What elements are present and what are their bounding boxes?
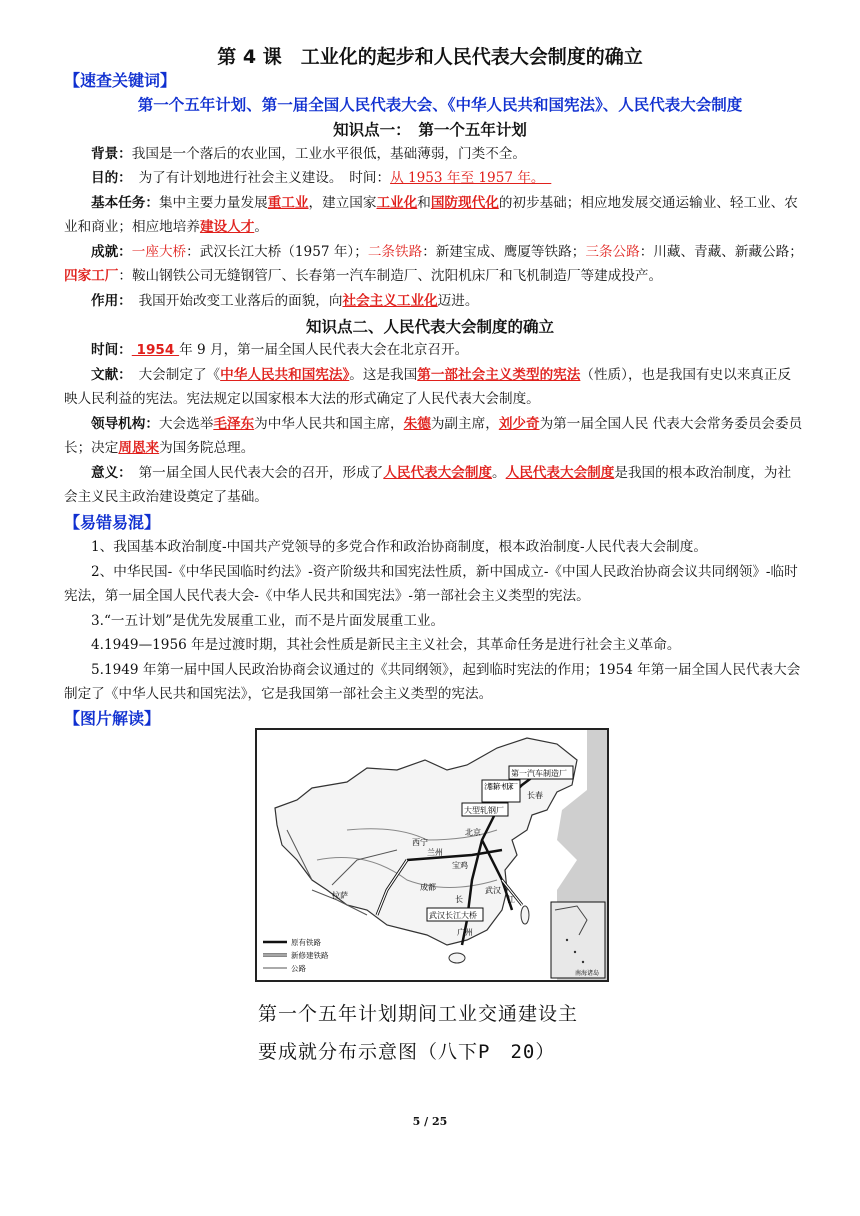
- achievement-text-2: ：新建宝成、鹰厦等铁路；: [422, 244, 586, 260]
- kp1-background: [64, 142, 804, 166]
- china-map: [257, 730, 607, 980]
- document-label: 文献：: [91, 367, 125, 383]
- time-text: 年 9 月，第一届全国人民代表大会在北京召开。: [179, 342, 469, 358]
- achievement-factories: 四家工厂: [64, 268, 119, 284]
- map-label-river-2: 江: [507, 895, 515, 904]
- task-text-1: 集中主要力量发展: [158, 195, 268, 211]
- keywords-header: 【速查关键词】: [64, 71, 177, 90]
- error-item: 1、我国基本政治制度-中国共产党领导的多党合作和政治协商制度，根本政治制度-人民代表大会制度。: [91, 539, 707, 555]
- map-label-guangzhou: 广州: [457, 928, 473, 937]
- document-key-first: 第一部社会主义类型的宪法: [417, 367, 581, 383]
- keywords-line: 第一个五年计划、第一届全国人民代表大会、《中华人民共和国宪法》、人民代表大会制度: [137, 96, 743, 114]
- map-label-faw: 第一汽车制造厂: [511, 769, 567, 778]
- map-label-angang: 大型轧钢厂: [464, 806, 504, 815]
- document-text-3: （性质），也是我国有史以来真正反映人民利益的宪法。宪法规定以国家根本大法的形式确定了人民代表大会制度。: [64, 367, 792, 407]
- error-item: 5.1949 年第一届中国人民政治协商会议通过的《共同纲领》，起到临时宪法的作用；1954 年第一届全国人民代表大会制定了《中华人民共和国宪法》，它是我国第一部社会主义类型的宪法。: [64, 662, 801, 702]
- task-text-3: 和: [417, 195, 431, 211]
- map-figure: [255, 728, 609, 982]
- leaders-label: 领导机构：: [91, 416, 159, 432]
- map-label-baoji: 宝鸡: [452, 861, 468, 870]
- map-label-xining: 西宁: [412, 838, 428, 847]
- task-text-5: 。: [254, 219, 268, 235]
- errors-header: 【易错易混】: [64, 513, 161, 532]
- background-text: 我国是一个落后的农业国，工业水平很低，基础薄弱，门类不全。: [131, 146, 526, 162]
- meaning-key-2: 人民代表大会制度: [505, 465, 615, 481]
- error-item: 2、中华民国-《中华民国临时约法》-资产阶级共和国宪法性质，新中国成立-《中国人民政治协商会议共同纲领》-临时宪法，第一届全国人民代表大会-《中华人民共和国宪法》-第一部社会主义类型的宪法。: [64, 564, 798, 604]
- kp1-achievement: [64, 240, 804, 288]
- achievement-text-1: ：武汉长江大桥（1957 年）；: [186, 244, 368, 260]
- achievement-bridge: 一座大桥: [131, 244, 187, 260]
- meaning-key-1: 人民代表大会制度: [383, 465, 493, 481]
- purpose-label: 目的：: [91, 170, 125, 186]
- caption-line: 要成就分布示意图（八下P 20）: [258, 1041, 556, 1063]
- time-year: 1954: [131, 342, 180, 358]
- achievement-roads: 三条公路: [585, 244, 640, 260]
- effect-text-1: 我国开始改变工业落后的面貌，向: [124, 293, 343, 309]
- kp1-purpose: [64, 166, 804, 190]
- kp2-meaning: [64, 461, 804, 509]
- error-item: 4.1949—1956 年是过渡时期，其社会性质是新民主主义社会，其革命任务是进行社会主义革命。: [91, 637, 681, 653]
- effect-text-2: 迈进。: [437, 293, 479, 309]
- task-label: 基本任务：: [91, 195, 159, 211]
- task-text-4: 的初步基础；相应地发展交通运输业、轻工业、农业和商业；相应地培养: [64, 195, 798, 235]
- leaders-liu: 刘少奇: [498, 416, 540, 432]
- leaders-text-1: 大会选举: [158, 416, 214, 432]
- achievement-railways: 二条铁路: [367, 244, 423, 260]
- task-key-industrialization: 工业化: [376, 195, 418, 211]
- time-label: 时间：: [91, 342, 132, 358]
- page-title: 第 4 课 工业化的起步和人民代表大会制度的确立: [217, 46, 643, 68]
- map-label-bridge: 武汉长江大桥: [429, 911, 477, 920]
- leaders-zhou: 周恩来: [118, 440, 160, 456]
- document-key-constitution: 中华人民共和国宪法》: [220, 367, 350, 383]
- purpose-time: 从 1953 年至 1957 年。: [390, 170, 552, 186]
- leaders-text-5: 为国务院总理。: [159, 440, 255, 456]
- leaders-zhu: 朱德: [403, 416, 431, 432]
- legend-new-railway: 新修建铁路: [291, 951, 329, 960]
- map-label-changchun: 长春: [527, 791, 543, 800]
- achievement-text-4: ：鞍山钢铁公司无缝钢管厂、长春第一汽车制造厂、沈阳机床厂和飞机制造厂等建成投产。: [118, 268, 663, 284]
- achievement-text-3: ：川藏、青藏、新藏公路；: [639, 244, 803, 260]
- task-key-defense: 国防现代化: [430, 195, 499, 211]
- map-label-beijing: 北京: [465, 828, 481, 837]
- kp2-leaders: [64, 412, 804, 460]
- task-text-2: ，建立国家: [308, 195, 377, 211]
- kp1-heading: 知识点一： 第一个五年计划: [333, 121, 527, 139]
- map-label-river: 长: [455, 895, 463, 904]
- kp2-document: [64, 363, 804, 411]
- achievement-label: 成就：: [91, 244, 132, 260]
- task-key-talent: 建设人才: [199, 219, 255, 235]
- leaders-mao: 毛泽东: [213, 416, 255, 432]
- map-label-lhasa: 拉萨: [332, 891, 348, 900]
- legend-road: 公路: [291, 964, 306, 973]
- kp1-task: [64, 191, 804, 239]
- leaders-text-2: 为中华人民共和国主席，: [254, 416, 404, 432]
- map-label-lanzhou: 兰州: [427, 848, 443, 857]
- background-label: 背景：: [91, 146, 132, 162]
- figure-caption: [258, 995, 678, 1071]
- purpose-text: 为了有计划地进行社会主义建设。 时间：: [124, 170, 391, 186]
- map-label-shenyang: 沈阳第一机床厂: [484, 782, 518, 791]
- meaning-text-2: 。: [492, 465, 506, 481]
- effect-label: 作用：: [91, 293, 125, 309]
- picture-header: 【图片解读】: [64, 709, 161, 728]
- kp1-effect: [64, 289, 804, 313]
- leaders-text-4: 为第一届全国人民 代表大会常务委员会委员长；决定: [64, 416, 803, 456]
- error-item: 3.“一五计划”是优先发展重工业，而不是片面发展重工业。: [91, 613, 445, 629]
- map-label-chengdu: 成都: [420, 883, 436, 892]
- legend-existing-railway: 原有铁路: [291, 938, 321, 947]
- kp2-time: [64, 338, 804, 362]
- meaning-label: 意义：: [91, 465, 125, 481]
- effect-key: 社会主义工业化: [342, 293, 438, 309]
- map-label-wuhan: 武汉: [485, 886, 501, 895]
- map-inset-label: 南海诸岛: [575, 970, 600, 977]
- meaning-text-3: 是我国的根本政治制度，为社会主义民主政治建设奠定了基础。: [64, 465, 792, 505]
- kp2-heading: 知识点二、人民代表大会制度的确立: [305, 318, 554, 336]
- leaders-text-3: 为副主席，: [430, 416, 499, 432]
- page-number: 5 / 25: [412, 1115, 448, 1128]
- document-text-1: 大会制定了《: [124, 367, 221, 383]
- meaning-text-1: 第一届全国人民代表大会的召开，形成了: [124, 465, 384, 481]
- caption-line: 第一个五年计划期间工业交通建设主: [258, 1003, 579, 1025]
- task-key-heavy-industry: 重工业: [267, 195, 309, 211]
- document-text-2: 。这是我国: [349, 367, 418, 383]
